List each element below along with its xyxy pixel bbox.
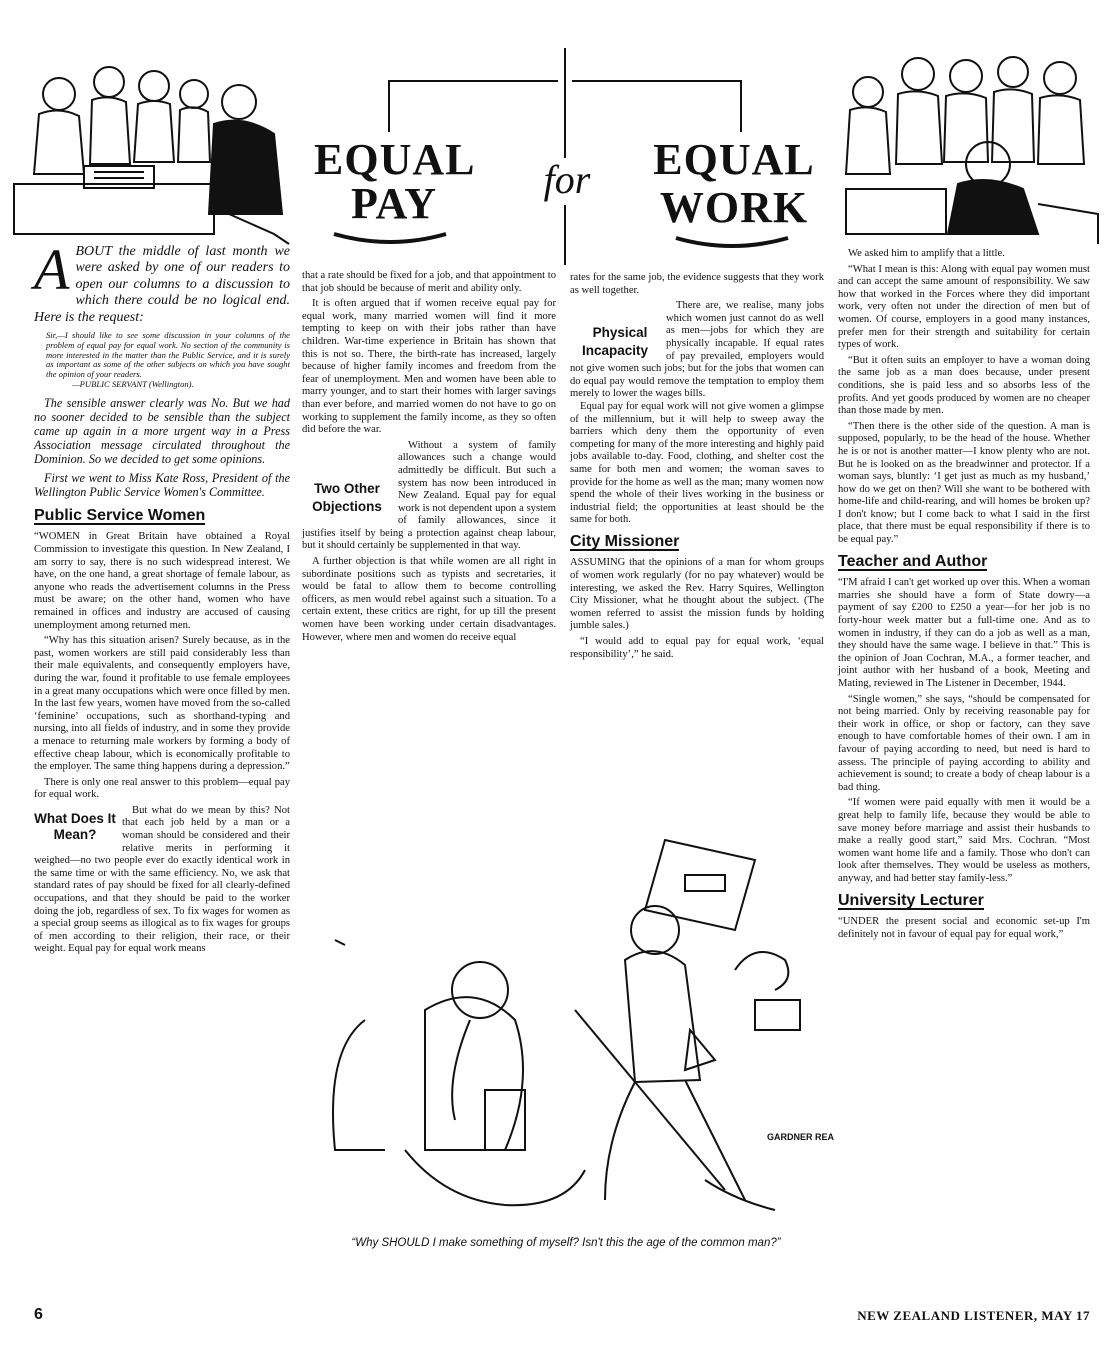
intro-paragraph-1: BOUT the middle of last month we were asked by one of our readers to open our columns to a discussion to which there could be no logical end. Here is the request: <box>34 244 290 325</box>
col4-paragraph-2: “What I mean is this: Along with equal pay women must and can accept the same amount of responsibility. We saw how that worked in the Forces where they did important work, very often not under the direction of men but of women. Of course, employers in a good many instances, prefer men for their strength and suitability for certain types of work. <box>838 263 1090 351</box>
col4-paragraph-4: “Then there is the other side of the question. A man is supposed, popularly, to be the head of the house. Whether he is or not is another matter—I know plenty who are not. But he is looked on as the breadwinner and protector. If a woman says, bluntly: ‘I get just as much as my husband,’ how do we get on then? Will she want to be bothered with home-life and child-rearing, and will homes be broken up? I don't know; but I come back to what I said in the first place, that there must be equal responsibility if there is to be equal pay.” <box>838 420 1090 546</box>
title-equal-left: EQUAL <box>314 135 476 184</box>
sidehead-physical-incapacity: Physical Incapacity <box>581 325 649 359</box>
col4-paragraph-8: “UNDER the present social and economic set-up I'm definitely not in favour of equal pay for equal work,” <box>838 916 1090 940</box>
sidehead-two-other-objections: Two Other Objections <box>312 480 382 514</box>
intro-paragraph-3: First we went to Miss Kate Ross, President of the Wellington Public Service Women's Committee. <box>34 470 290 499</box>
col3-paragraph-2: There are, we realise, many jobs which women just cannot do as well as men—jobs for which they are physically incapable. If equal rates of pay prevailed, employers would not give women such jobs; but for the jobs that women can do equal pay would remove the temptation to employ them merely to lower the wages bills. <box>570 300 824 400</box>
intro <box>34 237 290 326</box>
reader-letter <box>34 331 290 390</box>
intro-paragraph-2: The sensible answer clearly was No. But we had no sooner decided to be sensible than the subject came up again in a more urgent way in a Press Association message circulated throughout the Dominion. So we decided to get some opinions. <box>34 395 290 466</box>
col4-paragraph-1: We asked him to amplify that a little. <box>848 248 1005 259</box>
title-frame-center-bottom <box>564 205 566 265</box>
title-equal-right: EQUAL <box>653 135 815 184</box>
title-swash-right <box>672 232 792 252</box>
illustration-office-women <box>838 44 1110 244</box>
col4-paragraph-7: “If women were paid equally with men it would be a great help to family life, because they would be able to save money before marriage and assist their husbands to make a really good start,” said Mrs. Cochran. “Most women want home life and a family. Those who don't can look after themselves. They would be useless as mothers, anyway, and had better stay family-less.” <box>838 797 1090 884</box>
col1-paragraph-1: “WOMEN in Great Britain have obtained a Royal Commission to investigate this question. In New Zealand, I am sorry to say, there is no such widespread interest. We have, on the one hand, a great shortage of female labour, as anyone who reads the advertisement columns in the Press must be aware; on the other hand, women who have remained in offices and industry are accused of causing unemployment among returned men. <box>34 531 290 631</box>
column-2 <box>302 270 556 810</box>
title-frame-left <box>388 80 558 82</box>
cartoon-caption: “Why SHOULD I make something of myself? Isn't this the age of the common man?” <box>351 1237 781 1249</box>
reader-letter-signature: —PUBLIC SERVANT (Wellington). <box>72 379 194 390</box>
title-pay: PAY <box>350 179 438 228</box>
title-work: WORK <box>659 183 809 232</box>
reader-letter-text: Sir,—I should like to see some discussion in your columns of the problem of equal pay for equal work. No section of the community is more interested in the matter than the Public Service, and it is surely as important as some of the other subjects on which you have sought the opinion of your readers. <box>46 330 290 380</box>
cartoon-illustration <box>305 820 835 1230</box>
col2-paragraph-3: Without a system of family allowances such a change would admittedly be difficult. But such a system has now been introduced in New Zealand. Equal pay for equal work is not dependent upon a system of family allowances, since it justifies itself by being a protection against cheap labour, but it should certainly be supplemented in that way. <box>302 439 556 552</box>
title-frame-right <box>572 80 742 82</box>
intro-dropcap: A <box>34 237 70 302</box>
col1-paragraph-2: “Why has this situation arisen? Surely because, as in the past, women workers are still paid considerably less than their male equivalents, and consequently employers have, during the war, found it profitable to use female employees in a great many occupations which were once filled by men. In the last few years, women have moved from the so-called ‘feminine’ occupations, such as shorthand-typing and nursing, into all fields of industry, and in some they provide a menace to returning male workers by forming a body of effective cheap labour, which is economically profitable to the employer. The same thing happens during a depression.” <box>34 635 290 773</box>
title-frame-right-vert <box>740 80 742 132</box>
heading-city-missioner: City Missioner <box>570 532 680 550</box>
title-for: for <box>543 157 591 202</box>
heading-teacher-and-author: Teacher and Author <box>838 552 988 570</box>
illustration-office-men <box>4 44 289 244</box>
heading-university-lecturer: University Lecturer <box>838 891 984 909</box>
sidehead-what-does-it-mean: What Does It Mean? <box>34 810 116 842</box>
col3-paragraph-1: rates for the same job, the evidence suggests that they work as well together. <box>570 272 824 296</box>
col4-paragraph-6: “Single women,” she says, “should be compensated for not being married. Only by receiving reasonable pay for their work in office, or shop or factory, can they save enough to have comfortable homes of their own. I am in favour of paying according to need, but need is hard to assess. The principle of paying according to ability and achievement is sound; to create a body of cheap labour is a bad thing. <box>838 693 1090 793</box>
col2-paragraph-1: that a rate should be fixed for a job, and that appointment to that job should be because of merit and ability only. <box>302 270 556 294</box>
heading-public-service-women: Public Service Women <box>34 506 206 524</box>
col2-paragraph-2: It is often argued that if women receive equal pay for equal work, many married women will find it more tempting to keep on with their jobs rather than have children. War-time experience in Britain has shown that this is not so. There, the birth-rate has increased, largely because of higher family incomes and freedom from the fear of unemployment. Men and women have been able to marry younger, and to start their homes with larger savings than ever before, and married women do not have to go on working to supplement the family income, as they so often did before the war. <box>302 298 556 436</box>
col4-paragraph-3: “But it often suits an employer to have a woman doing the same job as a man does because, under present conditions, she is paid less and so absorbs less of the profits. And yet goods produced by women are no cheaper than those made by men. <box>838 354 1090 417</box>
col3-paragraph-4: ASSUMING that the opinions of a man for whom groups of women work regularly (for no pay whatever) would be interesting, we asked the Rev. Harry Squires, Wellington City Missioner, what he thought about the subject. (The women referred to assist the mission funds by holding jumble sales.) <box>570 557 824 632</box>
publication-footer: NEW ZEALAND LISTENER, MAY 17 <box>857 1308 1090 1323</box>
cartoon-signature: GARDNER REA <box>767 1132 835 1142</box>
column-3 <box>570 272 824 812</box>
column-4 <box>838 248 1090 1288</box>
column-1 <box>34 237 290 1284</box>
col4-paragraph-5: “I'M afraid I can't get worked up over this. When a woman marries she should have a form of State dowry—a payment of say £200 to £250 a year—for her job is no forty-hour week matter but a full-time one. And as to women in industry, if they can do a job as well as a man, they should have the same wage. I believe in that.” This is the opinion of Joan Cochran, M.A., a former teacher, and joint author with her husband of a book, Meeting and Mating, reviewed in The Listener in December, 1944. <box>838 577 1090 689</box>
col3-paragraph-3: Equal pay for equal work will not give women a glimpse of the millennium, but it will help to sweep away the barriers which deny them the opportunity of even competing for many of the more interesting and highly paid jobs available to-day. Food, clothing, and shelter cost the same for both men and women; the woman saves to provide for the home as well as the man; many women now spend the whole of their lives working in the business or industrial field; the opportunities at least should be the same for both. <box>570 400 824 526</box>
title-swash-left <box>330 228 450 248</box>
col1-paragraph-4: But what do we mean by this? Not that each job held by a man or a woman should be considered and their relative merits in performing it weighed—no two people ever do exactly identical work in the same time or with the same efficiency. No, we ask that standard rates of pay should be fixed for all clearly-defined occupations, and that they should be paid to the worker doing the job, regardless of sex. To fix wages for women as a special group seems as illogical as to fix wages for groups of men according to their religion, their race, or their weight. Equal pay for equal work means <box>34 804 290 955</box>
title-frame-left-vert <box>388 80 390 132</box>
col3-paragraph-2-start <box>570 300 824 401</box>
title-frame-center-top <box>564 48 566 158</box>
col1-paragraph-3: There is only one real answer to this problem—equal pay for equal work. <box>34 776 290 801</box>
page-number: 6 <box>34 1306 43 1323</box>
col3-paragraph-5: “I would add to equal pay for equal work, ‘equal responsibility’,” he said. <box>570 636 824 660</box>
col2-paragraph-4: A further objection is that while women are all right in subordinate positions such as typists and secretaries, it would be fatal to allow them to become controlling officers, as men would rebel against such a situation. To a certain extent, these critics are right, for up till the present women have been working under certain disadvantages. However, where men and women do receive equal <box>302 556 556 643</box>
